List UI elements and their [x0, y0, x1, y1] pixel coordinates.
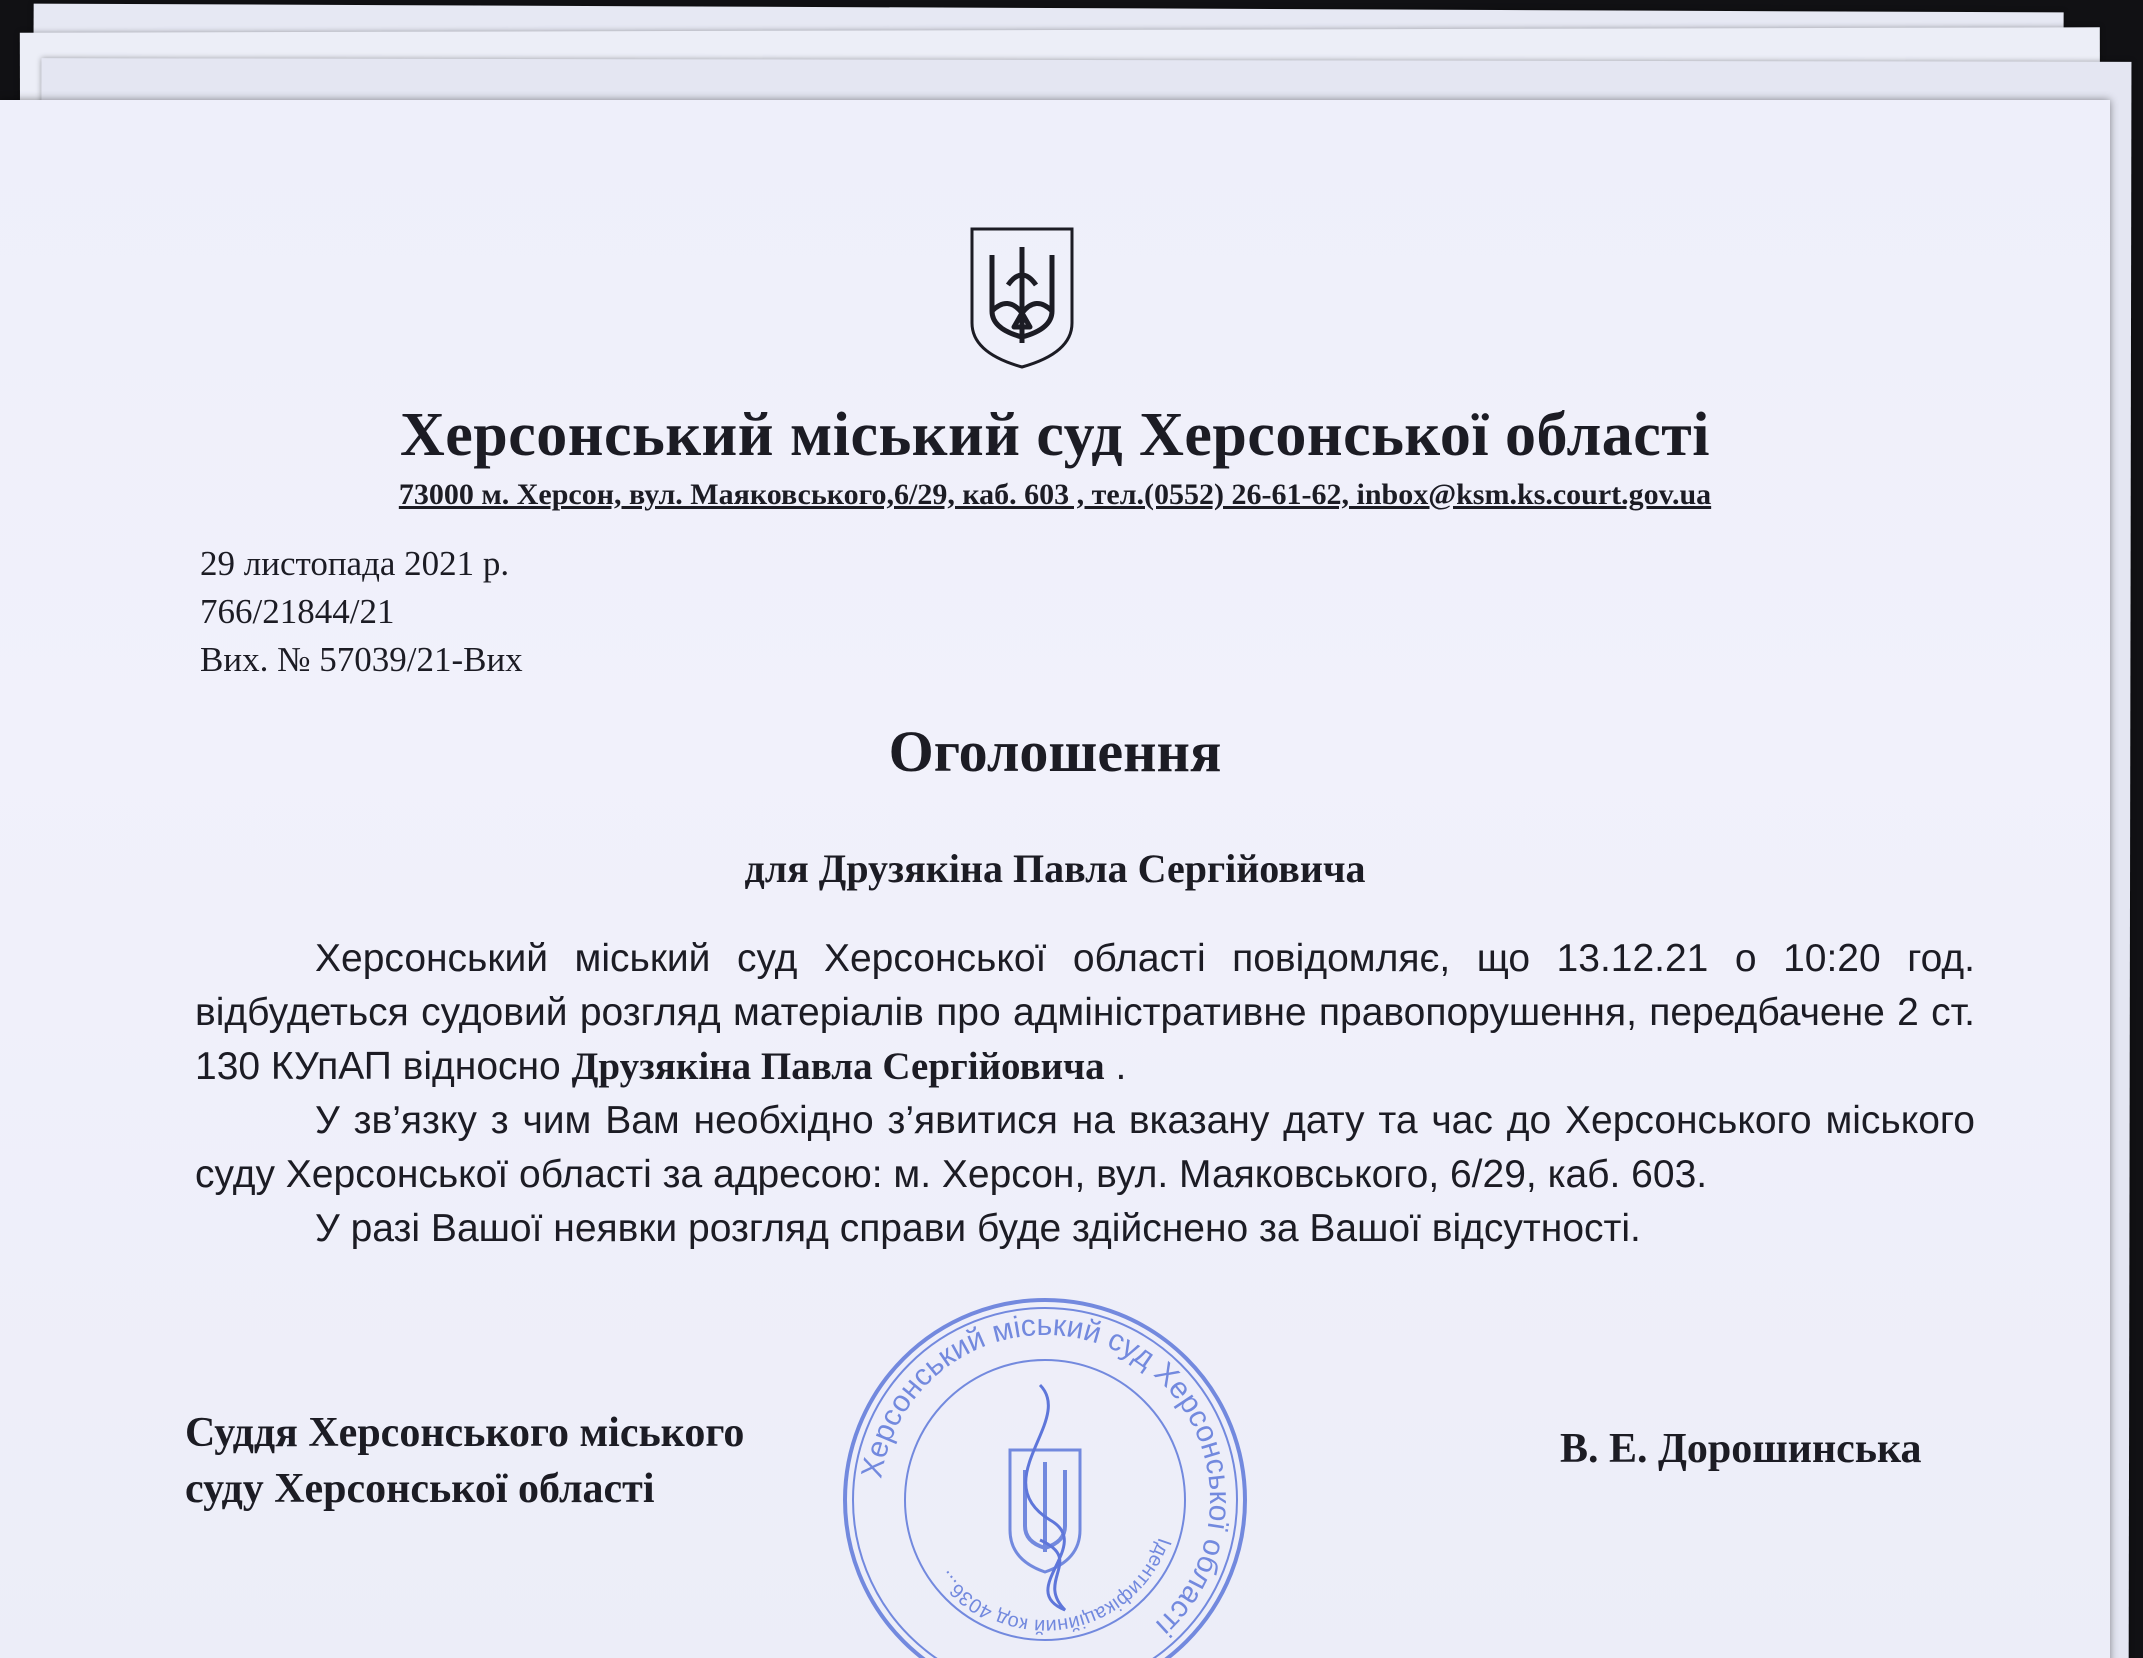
body-paragraph-1-end: .: [1104, 1045, 1127, 1088]
body-paragraph-2: У зв’язку з чим Вам необхідно з’явитися на вказану дату та час до Херсонського міського суду Херсонської області за адресою: м. Херсон, вул. Маяковського, 6/29, каб. 603.: [195, 1099, 1975, 1196]
trident-emblem-icon: [968, 225, 1076, 371]
seal-ring-text: Херсонський міський суд Херсонської області: [855, 1308, 1237, 1643]
document-meta: [200, 540, 523, 684]
judge-name: В. Е. Дорошинська: [1560, 1426, 1922, 1472]
document-title: Оголошення: [888, 719, 1222, 784]
document-date: 29 листопада 2021 р.: [200, 544, 510, 583]
defendant-name: Друзякіна Павла Сергійовича: [571, 1045, 1105, 1088]
body-paragraph-3: У разі Вашої неявки розгляд справи буде здійснено за Вашої відсутності.: [315, 1207, 1641, 1250]
body-paragraph-1: [195, 932, 1975, 1094]
court-seal-icon: [835, 1290, 1255, 1658]
body-paragraph-1-text: Херсонський міський суд Херсонської області повідомляє, що 13.12.21 о 10:20 год. відбудеться судовий розгляд матеріалів про адміністративне правопорушення, передбачене 2 ст. 130 КУпАП відносно: [195, 937, 1975, 1088]
court-name: Херсонський міський суд Херсонської області: [400, 401, 1710, 469]
seal-code-text: Ідентифікаційний код 4036...: [933, 1535, 1176, 1638]
court-address: 73000 м. Херсон, вул. Маяковського,6/29, каб. 603 , тел.(0552) 26-61-62, inbox@ksm.ks.court.gov.ua: [398, 478, 1712, 511]
judge-title: [185, 1405, 744, 1517]
case-number: 766/21844/21: [200, 592, 395, 631]
judge-title-line-2: суду Херсонської області: [185, 1466, 655, 1512]
judge-title-line-1: Суддя Херсонського міського: [185, 1410, 745, 1456]
document-page: [0, 100, 2110, 1658]
document-body: [195, 932, 1975, 1256]
addressee: для Друзякіна Павла Сергійовича: [744, 846, 1366, 891]
outgoing-number: Вих. № 57039/21-Вих: [200, 640, 523, 679]
